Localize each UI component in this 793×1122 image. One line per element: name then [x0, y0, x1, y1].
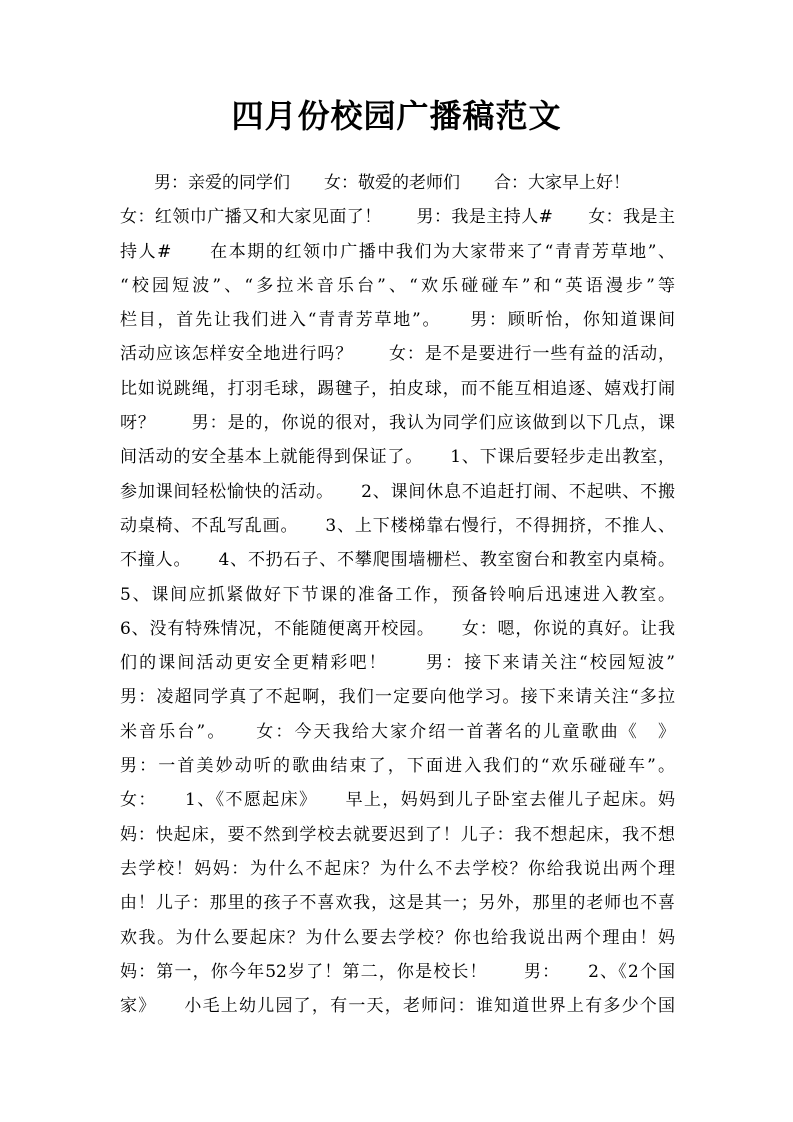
- body-line: 呀？ 男：是的，你说的很对，我认为同学们应该做到以下几点，课: [120, 413, 675, 434]
- body-line: 间活动的安全基本上就能得到保证了。 1、下课后要轻步走出教室，: [120, 447, 675, 468]
- body-line: 由！儿子：那里的孩子不喜欢我，这是其一；另外，那里的老师也不喜: [120, 893, 675, 914]
- body-line: 持人# 在本期的红领巾广播中我们为大家带来了“青青芳草地”、: [120, 241, 675, 262]
- body-line: 参加课间轻松愉快的活动。 2、课间休息不追赶打闹、不起哄、不搬: [120, 481, 675, 502]
- body-line: 女：红领巾广播又和大家见面了！ 男：我是主持人# 女：我是主: [120, 207, 675, 228]
- body-line: 栏目，首先让我们进入“青青芳草地”。 男：顾昕怡，你知道课间: [120, 310, 675, 331]
- document-body: [120, 166, 675, 1023]
- body-line: 家》 小毛上幼儿园了，有一天，老师问：谁知道世界上有多少个国: [120, 996, 675, 1017]
- body-line: 男：凌超同学真了不起啊，我们一定要向他学习。接下来请关注“多拉: [120, 687, 675, 708]
- body-line: “校园短波”、“多拉米音乐台”、“欢乐碰碰车”和“英语漫步”等: [120, 275, 675, 296]
- body-line: 欢我。为什么要起床？为什么要去学校？你也给我说出两个理由！妈: [120, 927, 675, 948]
- body-line: 男：亲爱的同学们 女：敬爱的老师们 合：大家早上好！: [120, 173, 630, 193]
- body-line: 不撞人。 4、不扔石子、不攀爬围墙栅栏、教室窗台和教室内桌椅。: [120, 550, 675, 571]
- body-line: 活动应该怎样安全地进行吗？ 女：是不是要进行一些有益的活动，: [120, 344, 675, 365]
- body-line: 5、课间应抓紧做好下节课的准备工作，预备铃响后迅速进入教室。: [120, 584, 675, 605]
- body-line: 女： 1、《不愿起床》 早上，妈妈到儿子卧室去催儿子起床。妈: [120, 790, 675, 811]
- body-line: 米音乐台”。 女：今天我给大家介绍一首著名的儿童歌曲《 》: [120, 721, 675, 742]
- body-line: 去学校！妈妈：为什么不起床？为什么不去学校？你给我说出两个理: [120, 858, 675, 879]
- body-line: 妈：第一，你今年52岁了！第二，你是校长！ 男： 2、《2个国: [120, 961, 675, 982]
- document-title: 四月份校园广播稿范文: [231, 97, 562, 135]
- body-line: 妈：快起床，要不然到学校去就要迟到了！儿子：我不想起床，我不想: [120, 824, 675, 845]
- body-line: 比如说跳绳，打羽毛球，踢毽子，拍皮球，而不能互相追逐、嬉戏打闹: [120, 378, 675, 399]
- body-line: 动桌椅、不乱写乱画。 3、上下楼梯靠右慢行，不得拥挤，不推人、: [120, 515, 675, 536]
- body-line: 们的课间活动更安全更精彩吧！ 男：接下来请关注“校园短波”: [120, 653, 675, 674]
- body-line: 男：一首美妙动听的歌曲结束了，下面进入我们的“欢乐碰碰车”。: [120, 756, 675, 777]
- body-line: 6、没有特殊情况，不能随便离开校园。 女：嗯，你说的真好。让我: [120, 618, 675, 639]
